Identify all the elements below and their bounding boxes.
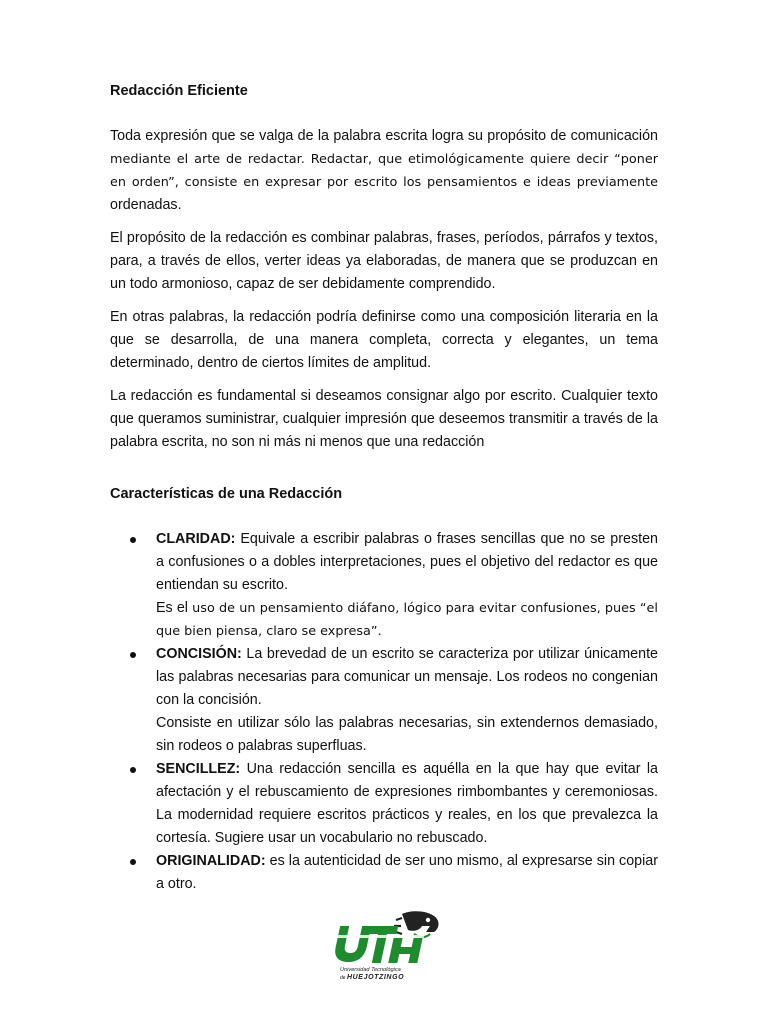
bullet-icon <box>130 859 136 865</box>
intro-paragraph-4: La redacción es fundamental si deseamos consignar algo por escrito. Cualquier texto que queramos suministrar, cualquier impresión que deseemos transmitir a través de la palabra escrita, no son ni más ni menos que una redacción <box>110 388 658 450</box>
list-item-description: La brevedad de un escrito se caracteriza por utilizar únicamente las palabras necesarias para comunicar un mensaje. Los rodeos no congenian con la concisión. <box>156 646 658 708</box>
glyph-head-icon <box>394 911 439 937</box>
document-body <box>110 83 658 896</box>
logo-line-2-prefix: de <box>340 975 346 981</box>
list-item-term: CONCISIÓN: <box>156 646 242 662</box>
bullet-icon <box>130 537 136 543</box>
logo-line-2: HUEJOTZINGO <box>347 974 405 981</box>
bullet-icon <box>130 652 136 658</box>
list-item-text <box>156 528 658 597</box>
list-item-extra-rest: uso de un pensamiento diáfano, lógico para evitar confusiones, pues “el que bien piensa, claro se expresa”. <box>156 601 658 639</box>
list-item-description: Equivale a escribir palabras o frases sencillas que no se presten a confusiones o a dobles interpretaciones, pues el objetivo del redactor es que entiendan su escrito. <box>156 531 658 593</box>
list-item-description: es la autenticidad de ser uno mismo, al expresarse sin copiar a otro. <box>156 853 658 892</box>
list-item-description: Una redacción sencilla es aquélla en la que hay que evitar la afectación y el rebuscamiento de expresiones rimbombantes y ceremoniosas. La modernidad requiere escritos prácticos y reales, en los que prevalezca la cortesía. Sugiere usar un vocabulario no rebuscado. <box>156 761 658 846</box>
characteristics-list <box>110 528 658 896</box>
intro-paragraph-2: El propósito de la redacción es combinar palabras, frases, períodos, párrafos y textos, para, a través de ellos, verter ideas ya elaboradas, de manera que se produzcan en un todo armonioso, capaz de ser debidamente comprendido. <box>110 230 658 292</box>
section-title: Características de una Redacción <box>110 486 343 502</box>
bullet-icon <box>130 767 136 773</box>
list-item-extra-start: Es el <box>156 600 188 616</box>
list-item-term: CLARIDAD: <box>156 531 236 547</box>
intro-paragraph-1-end: ordenadas. <box>110 197 182 213</box>
list-item-claridad <box>110 528 658 643</box>
list-item-sencillez <box>110 758 658 850</box>
list-item-concision <box>110 643 658 758</box>
uth-letters <box>330 926 426 963</box>
list-item-extra: Consiste en utilizar sólo las palabras necesarias, sin extendernos demasiado, sin rodeos o palabras superfluas. <box>156 715 658 754</box>
list-item-term: SENCILLEZ: <box>156 761 241 777</box>
page-title: Redacción Eficiente <box>110 83 248 99</box>
logo-line-1: Universidad Tecnológica <box>340 967 401 973</box>
university-logo <box>330 908 442 984</box>
list-item-extra <box>156 597 658 643</box>
intro-paragraph-1-middle: mediante el arte de redactar. Redactar, que etimológicamente quiere decir “poner en orden”, consiste en expresar por escrito los pensamientos e ideas previamente <box>110 152 658 190</box>
list-item-originalidad <box>110 850 658 896</box>
list-item-text <box>156 758 658 850</box>
intro-paragraph-3: En otras palabras, la redacción podría definirse como una composición literaria en la que se desarrolla, de una manera completa, correcta y elegantes, un tema determinado, dentro de ciertos límites de amplitud. <box>110 309 658 371</box>
list-item-text <box>156 643 658 712</box>
intro-paragraph-1 <box>110 125 658 217</box>
list-item-term: ORIGINALIDAD: <box>156 853 266 869</box>
list-item-text <box>156 850 658 896</box>
intro-paragraph-1-start: Toda expresión que se valga de la palabra escrita logra su propósito de comunicación <box>110 128 658 144</box>
